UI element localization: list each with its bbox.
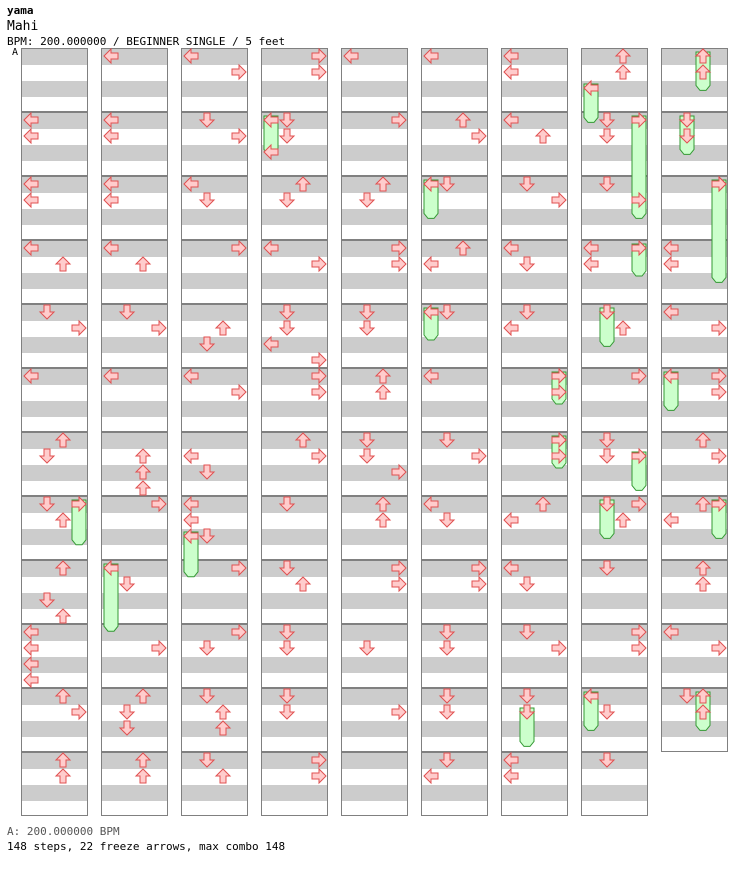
down-arrow-icon <box>440 753 454 767</box>
up-arrow-icon <box>616 65 630 79</box>
left-arrow-icon <box>104 129 118 143</box>
up-arrow-icon <box>56 561 70 575</box>
down-arrow-icon <box>120 705 134 719</box>
down-arrow-icon <box>440 433 454 447</box>
left-arrow-icon <box>24 177 38 191</box>
down-arrow-icon <box>680 689 694 703</box>
up-arrow-icon <box>136 753 150 767</box>
left-arrow-icon <box>264 241 278 255</box>
up-arrow-icon <box>376 369 390 383</box>
left-arrow-icon <box>104 177 118 191</box>
right-arrow-icon <box>632 625 646 639</box>
right-arrow-icon <box>312 769 326 783</box>
right-arrow-icon <box>712 385 726 399</box>
down-arrow-icon <box>280 193 294 207</box>
right-arrow-icon <box>632 641 646 655</box>
left-arrow-icon <box>104 193 118 207</box>
right-arrow-icon <box>392 257 406 271</box>
down-arrow-icon <box>360 305 374 319</box>
up-arrow-icon <box>136 257 150 271</box>
right-arrow-icon <box>712 449 726 463</box>
right-arrow-icon <box>312 369 326 383</box>
left-arrow-icon <box>104 241 118 255</box>
left-arrow-icon <box>184 177 198 191</box>
down-arrow-icon <box>360 433 374 447</box>
down-arrow-icon <box>520 257 534 271</box>
down-arrow-icon <box>440 305 454 319</box>
left-arrow-icon <box>184 49 198 63</box>
right-arrow-icon <box>392 705 406 719</box>
down-arrow-icon <box>600 753 614 767</box>
up-arrow-icon <box>56 609 70 623</box>
right-arrow-icon <box>392 577 406 591</box>
right-arrow-icon <box>312 257 326 271</box>
down-arrow-icon <box>600 433 614 447</box>
freeze-arrow-tail <box>712 180 726 282</box>
right-arrow-icon <box>632 497 646 511</box>
left-arrow-icon <box>24 369 38 383</box>
right-arrow-icon <box>392 561 406 575</box>
left-arrow-icon <box>424 257 438 271</box>
down-arrow-icon <box>600 449 614 463</box>
chart-info: BPM: 200.000000 / BEGINNER SINGLE / 5 feet <box>7 35 286 48</box>
up-arrow-icon <box>376 385 390 399</box>
right-arrow-icon <box>472 561 486 575</box>
down-arrow-icon <box>200 113 214 127</box>
right-arrow-icon <box>312 753 326 767</box>
up-arrow-icon <box>136 465 150 479</box>
left-arrow-icon <box>104 49 118 63</box>
right-arrow-icon <box>232 65 246 79</box>
up-arrow-icon <box>376 513 390 527</box>
down-arrow-icon <box>280 129 294 143</box>
up-arrow-icon <box>456 113 470 127</box>
up-arrow-icon <box>376 497 390 511</box>
right-arrow-icon <box>72 321 86 335</box>
left-arrow-icon <box>584 257 598 271</box>
right-arrow-icon <box>472 129 486 143</box>
down-arrow-icon <box>520 625 534 639</box>
up-arrow-icon <box>216 721 230 735</box>
up-arrow-icon <box>136 769 150 783</box>
left-arrow-icon <box>664 305 678 319</box>
down-arrow-icon <box>280 641 294 655</box>
right-arrow-icon <box>152 497 166 511</box>
down-arrow-icon <box>40 449 54 463</box>
down-arrow-icon <box>440 705 454 719</box>
artist-name: yama <box>7 4 34 17</box>
left-arrow-icon <box>184 369 198 383</box>
right-arrow-icon <box>712 321 726 335</box>
up-arrow-icon <box>696 497 710 511</box>
left-arrow-icon <box>504 241 518 255</box>
down-arrow-icon <box>440 177 454 191</box>
left-arrow-icon <box>184 513 198 527</box>
right-arrow-icon <box>392 465 406 479</box>
up-arrow-icon <box>456 241 470 255</box>
right-arrow-icon <box>312 385 326 399</box>
left-arrow-icon <box>24 113 38 127</box>
up-arrow-icon <box>56 753 70 767</box>
down-arrow-icon <box>200 641 214 655</box>
left-arrow-icon <box>104 113 118 127</box>
up-arrow-icon <box>696 577 710 591</box>
up-arrow-icon <box>536 129 550 143</box>
right-arrow-icon <box>392 113 406 127</box>
left-arrow-icon <box>504 769 518 783</box>
up-arrow-icon <box>216 321 230 335</box>
up-arrow-icon <box>616 49 630 63</box>
right-arrow-icon <box>232 129 246 143</box>
left-arrow-icon <box>24 193 38 207</box>
song-title: Mahi <box>7 19 39 34</box>
left-arrow-icon <box>104 369 118 383</box>
down-arrow-icon <box>280 497 294 511</box>
down-arrow-icon <box>120 721 134 735</box>
left-arrow-icon <box>424 369 438 383</box>
left-arrow-icon <box>504 65 518 79</box>
down-arrow-icon <box>120 577 134 591</box>
down-arrow-icon <box>280 321 294 335</box>
right-arrow-icon <box>632 369 646 383</box>
right-arrow-icon <box>232 385 246 399</box>
left-arrow-icon <box>664 241 678 255</box>
down-arrow-icon <box>440 641 454 655</box>
left-arrow-icon <box>24 673 38 687</box>
down-arrow-icon <box>200 689 214 703</box>
up-arrow-icon <box>136 449 150 463</box>
left-arrow-icon <box>184 449 198 463</box>
right-arrow-icon <box>312 65 326 79</box>
left-arrow-icon <box>24 241 38 255</box>
down-arrow-icon <box>120 305 134 319</box>
left-arrow-icon <box>264 337 278 351</box>
right-arrow-icon <box>312 353 326 367</box>
left-arrow-icon <box>184 497 198 511</box>
left-arrow-icon <box>24 625 38 639</box>
up-arrow-icon <box>536 497 550 511</box>
left-arrow-icon <box>424 769 438 783</box>
right-arrow-icon <box>232 561 246 575</box>
chart-stats: 148 steps, 22 freeze arrows, max combo 148 <box>7 840 286 853</box>
down-arrow-icon <box>520 177 534 191</box>
up-arrow-icon <box>56 257 70 271</box>
up-arrow-icon <box>696 433 710 447</box>
up-arrow-icon <box>616 321 630 335</box>
right-arrow-icon <box>712 641 726 655</box>
down-arrow-icon <box>360 449 374 463</box>
up-arrow-icon <box>376 177 390 191</box>
down-arrow-icon <box>600 177 614 191</box>
left-arrow-icon <box>504 513 518 527</box>
left-arrow-icon <box>504 561 518 575</box>
up-arrow-icon <box>136 689 150 703</box>
down-arrow-icon <box>600 705 614 719</box>
up-arrow-icon <box>216 705 230 719</box>
up-arrow-icon <box>56 433 70 447</box>
up-arrow-icon <box>136 481 150 495</box>
left-arrow-icon <box>664 257 678 271</box>
left-arrow-icon <box>664 513 678 527</box>
up-arrow-icon <box>56 513 70 527</box>
down-arrow-icon <box>440 513 454 527</box>
up-arrow-icon <box>56 769 70 783</box>
down-arrow-icon <box>40 497 54 511</box>
down-arrow-icon <box>360 641 374 655</box>
down-arrow-icon <box>600 113 614 127</box>
up-arrow-icon <box>616 513 630 527</box>
down-arrow-icon <box>40 305 54 319</box>
left-arrow-icon <box>504 113 518 127</box>
up-arrow-icon <box>296 577 310 591</box>
right-arrow-icon <box>472 449 486 463</box>
left-arrow-icon <box>24 129 38 143</box>
right-arrow-icon <box>72 705 86 719</box>
right-arrow-icon <box>312 49 326 63</box>
right-arrow-icon <box>312 449 326 463</box>
down-arrow-icon <box>440 625 454 639</box>
down-arrow-icon <box>200 337 214 351</box>
up-arrow-icon <box>216 769 230 783</box>
left-arrow-icon <box>424 497 438 511</box>
down-arrow-icon <box>360 321 374 335</box>
left-arrow-icon <box>504 753 518 767</box>
right-arrow-icon <box>712 369 726 383</box>
right-arrow-icon <box>232 625 246 639</box>
right-arrow-icon <box>392 241 406 255</box>
up-arrow-icon <box>296 433 310 447</box>
left-arrow-icon <box>24 641 38 655</box>
up-arrow-icon <box>696 561 710 575</box>
down-arrow-icon <box>200 753 214 767</box>
down-arrow-icon <box>280 305 294 319</box>
up-arrow-icon <box>56 689 70 703</box>
left-arrow-icon <box>504 321 518 335</box>
down-arrow-icon <box>200 465 214 479</box>
left-arrow-icon <box>584 241 598 255</box>
left-arrow-icon <box>664 625 678 639</box>
right-arrow-icon <box>552 641 566 655</box>
down-arrow-icon <box>200 193 214 207</box>
left-arrow-icon <box>424 49 438 63</box>
left-arrow-icon <box>24 657 38 671</box>
right-arrow-icon <box>152 321 166 335</box>
down-arrow-icon <box>200 529 214 543</box>
down-arrow-icon <box>280 113 294 127</box>
down-arrow-icon <box>40 593 54 607</box>
right-arrow-icon <box>472 577 486 591</box>
left-arrow-icon <box>504 49 518 63</box>
down-arrow-icon <box>600 129 614 143</box>
right-arrow-icon <box>152 641 166 655</box>
right-arrow-icon <box>552 193 566 207</box>
down-arrow-icon <box>280 689 294 703</box>
down-arrow-icon <box>520 689 534 703</box>
left-arrow-icon <box>344 49 358 63</box>
down-arrow-icon <box>280 561 294 575</box>
down-arrow-icon <box>360 193 374 207</box>
down-arrow-icon <box>440 689 454 703</box>
down-arrow-icon <box>600 561 614 575</box>
bpm-change-marker: A <box>12 47 19 58</box>
down-arrow-icon <box>280 625 294 639</box>
down-arrow-icon <box>520 305 534 319</box>
up-arrow-icon <box>296 177 310 191</box>
bpm-summary: A: 200.000000 BPM <box>7 825 120 838</box>
right-arrow-icon <box>232 241 246 255</box>
down-arrow-icon <box>280 705 294 719</box>
down-arrow-icon <box>520 577 534 591</box>
